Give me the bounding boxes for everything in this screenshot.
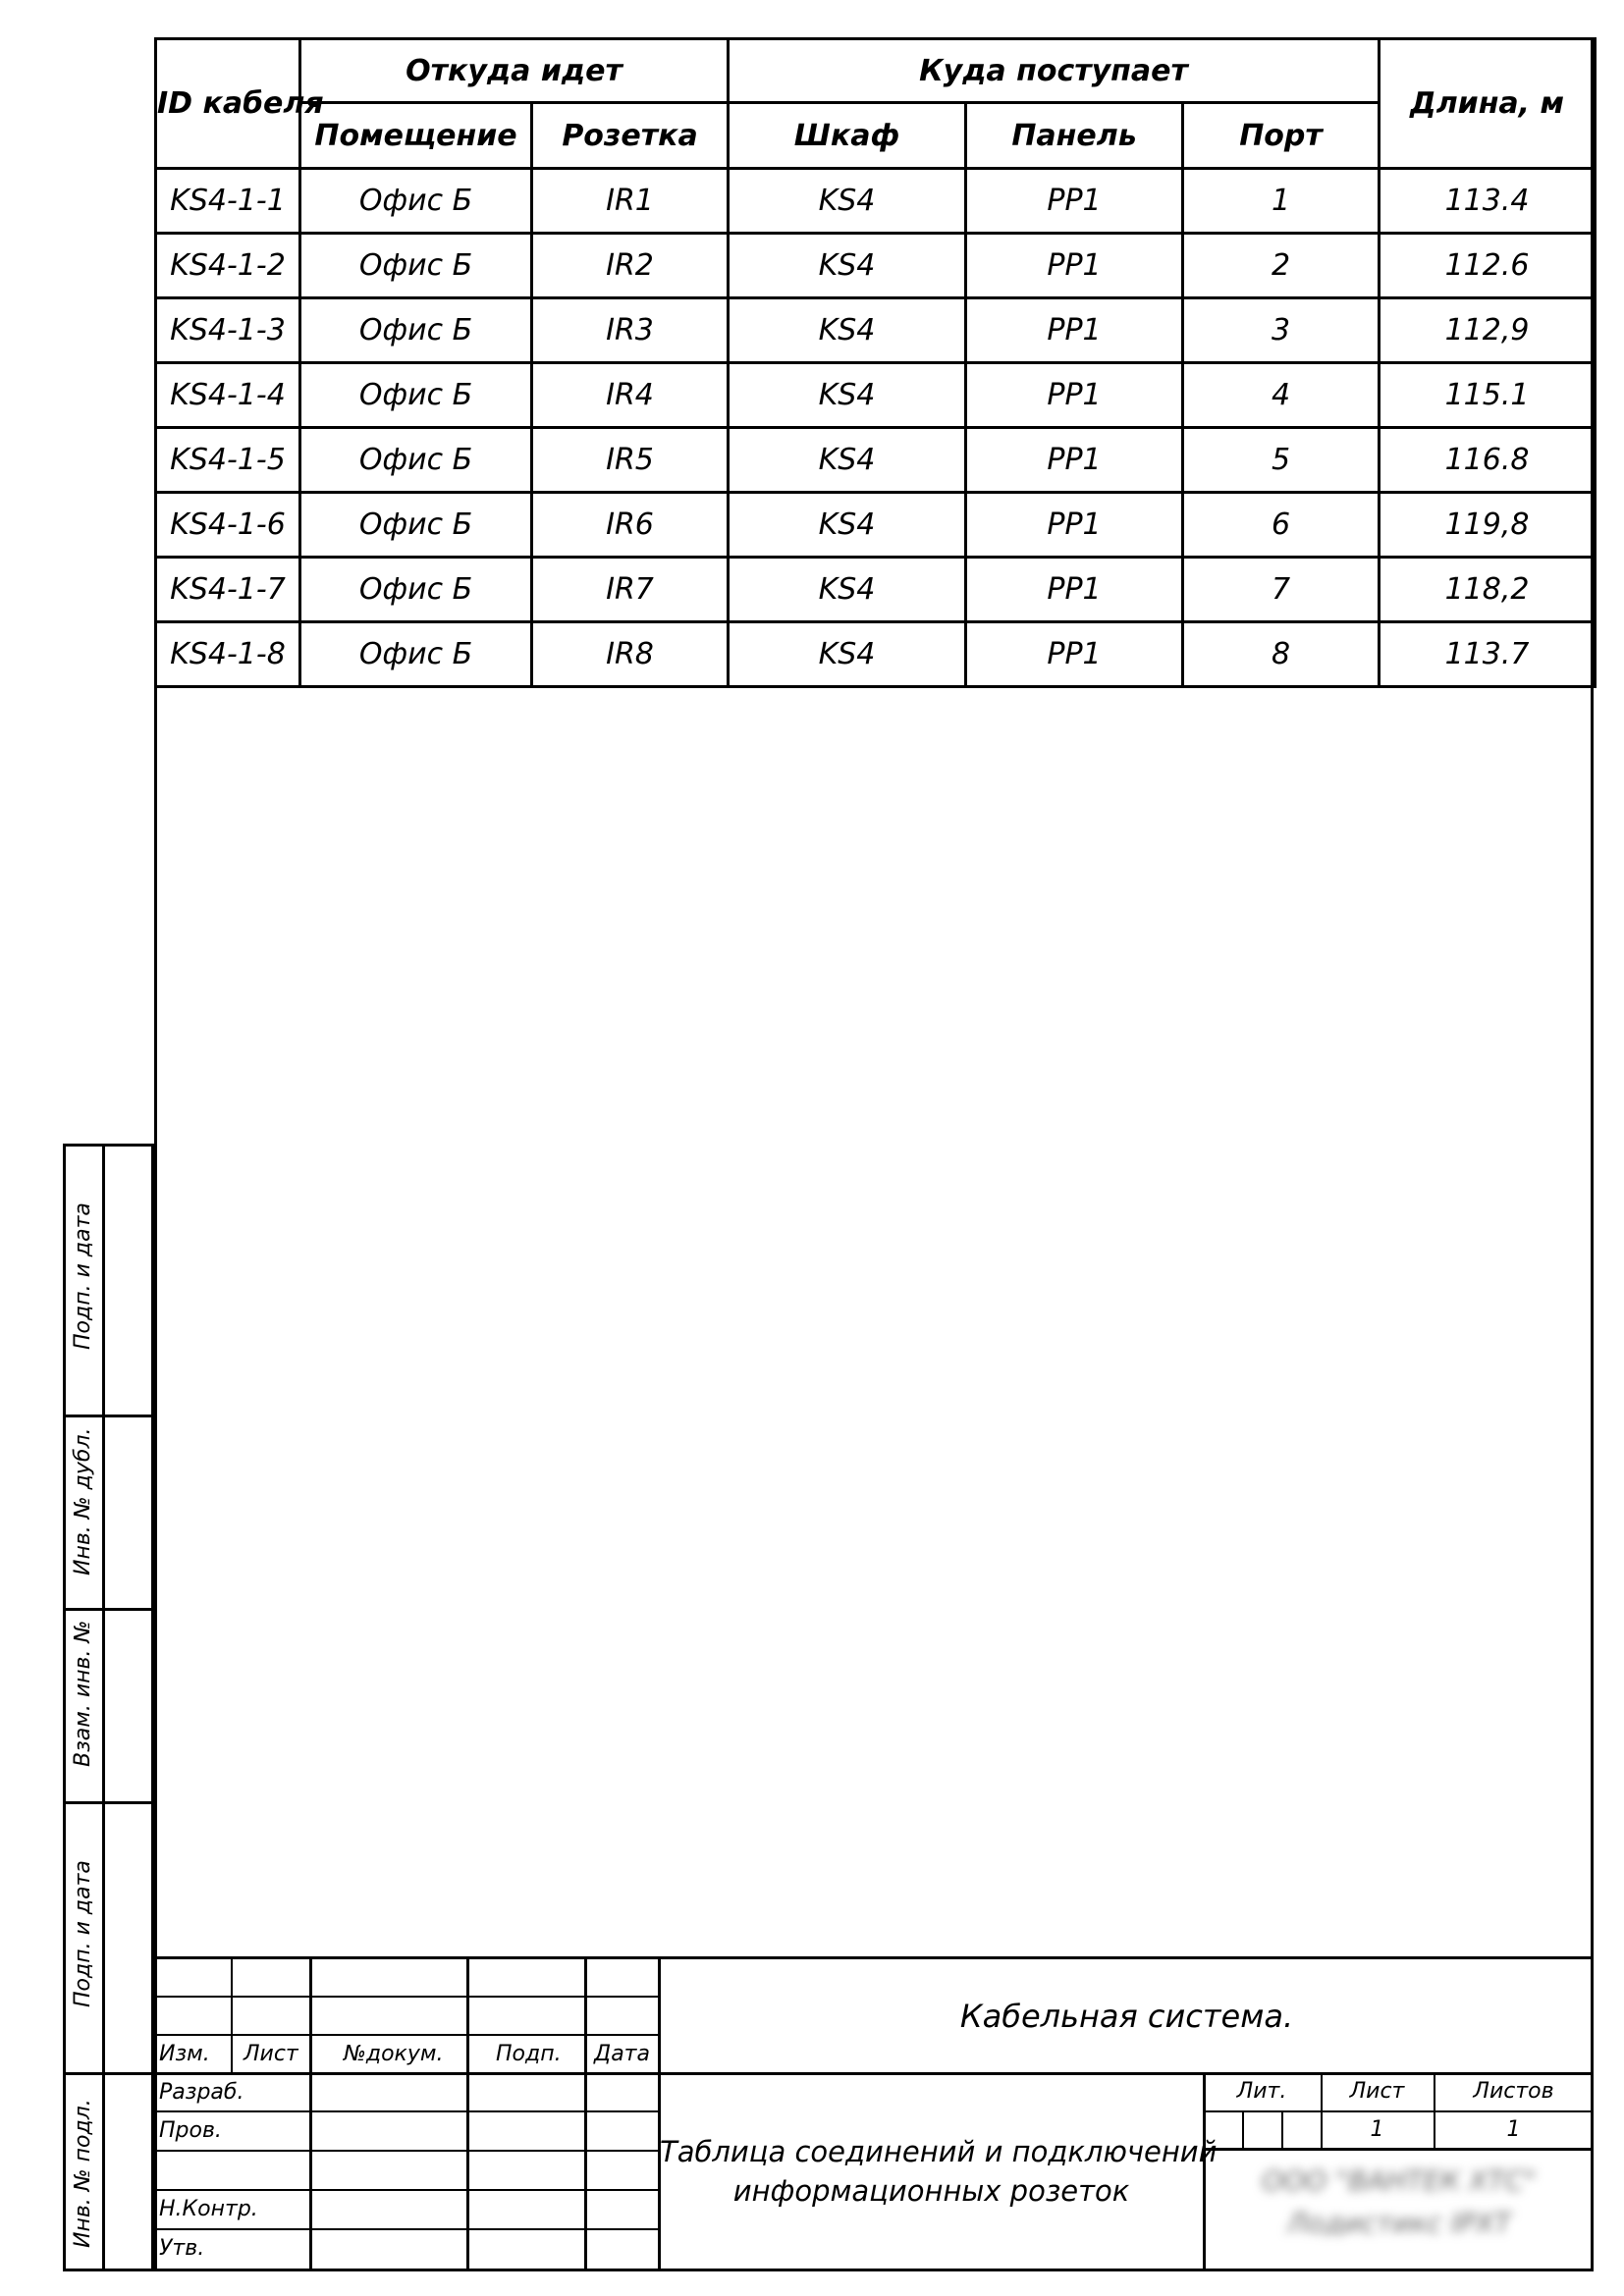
header-from: Откуда идет [300, 39, 729, 103]
cell-room: Офис Б [300, 428, 532, 493]
cell-id: KS4-1-7 [156, 558, 300, 622]
margin-label-sign-date-2: Подп. и дата [71, 1860, 95, 2007]
cell-cabinet: KS4 [729, 493, 966, 558]
cell-socket: IR6 [532, 493, 729, 558]
cell-cabinet: KS4 [729, 622, 966, 687]
cell-panel: PP1 [966, 622, 1183, 687]
cell-id: KS4-1-3 [156, 298, 300, 363]
cell-id: KS4-1-4 [156, 363, 300, 428]
cell-socket: IR8 [532, 622, 729, 687]
organization-line1: ООО "ВАНТЕК ХТС" [1262, 2164, 1537, 2197]
lit-hline [1203, 2148, 1594, 2151]
cell-socket: IR3 [532, 298, 729, 363]
rev-vline [466, 1956, 469, 2271]
cell-room: Офис Б [300, 558, 532, 622]
lit-hline [1203, 2110, 1594, 2112]
margin-divider [63, 1801, 154, 1804]
margin-divider [63, 1415, 154, 1417]
cell-socket: IR4 [532, 363, 729, 428]
cell-cabinet: KS4 [729, 558, 966, 622]
sig-line [154, 2110, 658, 2112]
cell-port: 3 [1183, 298, 1380, 363]
cell-panel: PP1 [966, 234, 1183, 298]
cell-room: Офис Б [300, 622, 532, 687]
rev-vline [231, 1956, 233, 2072]
cell-socket: IR2 [532, 234, 729, 298]
table-row [156, 363, 1596, 428]
cell-cabinet: KS4 [729, 234, 966, 298]
cell-port: 2 [1183, 234, 1380, 298]
header-to: Куда поступает [729, 39, 1380, 103]
cell-socket: IR5 [532, 428, 729, 493]
cell-length: 115.1 [1380, 363, 1596, 428]
label-podp: Подп. [496, 2042, 562, 2066]
cell-panel: PP1 [966, 169, 1183, 234]
label-lit: Лит. [1236, 2079, 1287, 2104]
label-list: Лист [244, 2042, 298, 2066]
header-length: Длина, м [1380, 39, 1596, 169]
cell-socket: IR1 [532, 169, 729, 234]
margin-label-vzam-inv: Взам. инв. № [71, 1620, 95, 1767]
cell-id: KS4-1-5 [156, 428, 300, 493]
title-block-mid [154, 2072, 1594, 2075]
cell-port: 4 [1183, 363, 1380, 428]
sheets-count: 1 [1506, 2117, 1521, 2142]
sig-line [154, 2189, 658, 2191]
cell-length: 113.7 [1380, 622, 1596, 687]
cell-length: 116.8 [1380, 428, 1596, 493]
header-port: Порт [1183, 103, 1380, 169]
margin-label-sign-date: Подп. и дата [71, 1202, 95, 1350]
cell-cabinet: KS4 [729, 363, 966, 428]
table-row [156, 558, 1596, 622]
cell-length: 113.4 [1380, 169, 1596, 234]
cell-room: Офис Б [300, 298, 532, 363]
cell-length: 112,9 [1380, 298, 1596, 363]
document-designation: Кабельная система. [959, 1998, 1294, 2035]
document-name-line1: Таблица соединений и подключений [660, 2135, 1218, 2168]
table-row [156, 428, 1596, 493]
lit-cell [1281, 2110, 1283, 2148]
margin-label-inv-dup: Инв. № дубл. [71, 1427, 95, 1575]
cell-id: KS4-1-1 [156, 169, 300, 234]
table-row [156, 234, 1596, 298]
rev-line [154, 1996, 658, 1998]
cell-cabinet: KS4 [729, 428, 966, 493]
label-utv: Утв. [159, 2236, 205, 2261]
lit-cell [1242, 2110, 1244, 2148]
margin-strip-divider [102, 1144, 105, 2271]
margin-divider [63, 1608, 154, 1611]
header-cabinet: Шкаф [729, 103, 966, 169]
rev-vline [584, 1956, 587, 2271]
cell-id: KS4-1-2 [156, 234, 300, 298]
cell-id: KS4-1-6 [156, 493, 300, 558]
table-row [156, 298, 1596, 363]
cell-room: Офис Б [300, 234, 532, 298]
header-room: Помещение [300, 103, 532, 169]
margin-label-inv-orig: Инв. № подл. [71, 2099, 95, 2248]
label-data: Дата [594, 2042, 650, 2066]
cell-id: KS4-1-8 [156, 622, 300, 687]
sheet-number: 1 [1370, 2117, 1384, 2142]
document-name-line2: информационных розеток [732, 2174, 1130, 2208]
header-socket: Розетка [532, 103, 729, 169]
cell-panel: PP1 [966, 428, 1183, 493]
table-row [156, 622, 1596, 687]
label-nkontr: Н.Контр. [159, 2197, 258, 2221]
cell-length: 112.6 [1380, 234, 1596, 298]
cell-port: 8 [1183, 622, 1380, 687]
sig-line [154, 2228, 658, 2230]
cell-room: Офис Б [300, 363, 532, 428]
label-sheets: Листов [1473, 2079, 1554, 2104]
cell-port: 7 [1183, 558, 1380, 622]
header-cable-id: ID кабеля [156, 39, 300, 169]
title-block-top [154, 1956, 1594, 1959]
label-prov: Пров. [159, 2118, 222, 2143]
cell-panel: PP1 [966, 363, 1183, 428]
label-izm: Изм. [159, 2042, 210, 2066]
label-razrab: Разраб. [159, 2080, 244, 2105]
sig-line [154, 2150, 658, 2152]
cell-cabinet: KS4 [729, 298, 966, 363]
cell-port: 1 [1183, 169, 1380, 234]
cell-room: Офис Б [300, 169, 532, 234]
cell-port: 5 [1183, 428, 1380, 493]
cell-panel: PP1 [966, 298, 1183, 363]
header-panel: Панель [966, 103, 1183, 169]
table-row [156, 493, 1596, 558]
cell-cabinet: KS4 [729, 169, 966, 234]
organization-line2: Лодистикс IPXT [1286, 2207, 1512, 2239]
cell-socket: IR7 [532, 558, 729, 622]
rev-line [154, 2034, 658, 2036]
cell-length: 118,2 [1380, 558, 1596, 622]
cell-panel: PP1 [966, 558, 1183, 622]
cell-length: 119,8 [1380, 493, 1596, 558]
label-sheet: Лист [1349, 2079, 1405, 2104]
cell-port: 6 [1183, 493, 1380, 558]
label-ndoc: №докум. [344, 2042, 444, 2066]
cable-table [154, 37, 1597, 688]
cell-room: Офис Б [300, 493, 532, 558]
margin-divider [63, 2072, 154, 2075]
table-row [156, 169, 1596, 234]
rev-vline [309, 1956, 312, 2271]
cell-panel: PP1 [966, 493, 1183, 558]
